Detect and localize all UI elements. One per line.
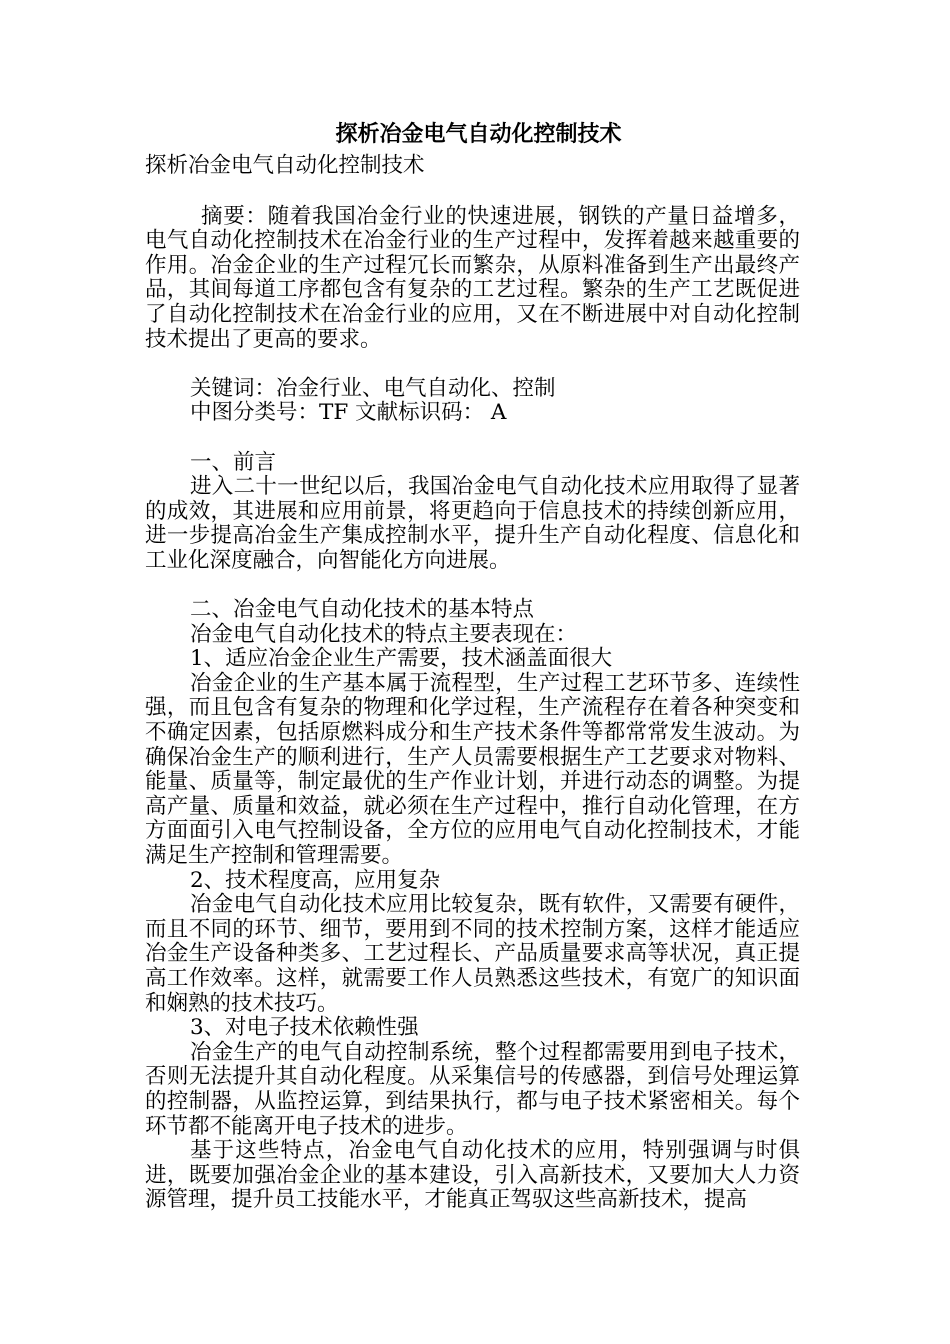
spacer: [145, 352, 800, 377]
point-heading: 3、对电子技术依赖性强: [190, 1015, 419, 1041]
keywords-line: 关键词：冶金行业、电气自动化、控制: [190, 375, 556, 401]
section-intro: 冶金电气自动化技术的特点主要表现在：: [190, 621, 578, 647]
closing-paragraph: 基于这些特点，冶金电气自动化技术的应用，特别强调与时俱进，既要加强冶金企业的基本建设，引入高新技术，又要加大人力资源管理，提升员工技能水平，才能真正驾驭这些高新技术，提高: [145, 1138, 800, 1213]
section-body: 进入二十一世纪以后，我国冶金电气自动化技术应用取得了显著的成效，其进展和应用前景，将更趋向于信息技术的持续创新应用，进一步提高冶金生产集成控制水平，提升生产自动化程度、信息化和工业化深度融合，向智能化方向进展。: [145, 474, 800, 573]
section-heading: 二、冶金电气自动化技术的基本特点: [190, 597, 535, 623]
document-title: 探析冶金电气自动化控制技术: [335, 122, 622, 147]
point-body: 冶金企业的生产基本属于流程型，生产过程工艺环节多、连续性强，而且包含有复杂的物理和化学过程，生产流程存在着各种突变和不确定因素，包括原燃料成分和生产技术条件等都常常发生波动。为确保冶金生产的顺利进行，生产人员需要根据生产工艺要求对物料、能量、质量等，制定最优的生产作业计划，并进行动态的调整。为提高产量、质量和效益，就必须在生产过程中，推行自动化管理，在方方面面引入电气控制设备，全方位的应用电气自动化控制技术，才能满足生产控制和管理需要。: [145, 670, 800, 869]
spacer: [145, 426, 800, 451]
classification-line: 中图分类号：TF 文献标识码： A: [190, 400, 507, 426]
abstract-paragraph: 摘要：随着我国冶金行业的快速进展，钢铁的产量日益增多，电气自动化控制技术在冶金行业的生产过程中，发挥着越来越重要的作用。冶金企业的生产过程冗长而繁杂，从原料准备到生产出最终产品，其间每道工序都包含有复杂的工艺过程。繁杂的生产工艺既促进了自动化控制技术在冶金行业的应用，又在不断进展中对自动化控制技术提出了更高的要求。: [145, 203, 800, 352]
point-heading: 2、技术程度高，应用复杂: [190, 867, 441, 893]
document-page: [145, 118, 800, 1213]
point-body: 冶金电气自动化技术应用比较复杂，既有软件，又需要有硬件，而且不同的环节、细节，要用到不同的技术控制方案，这样才能适应冶金生产设备种类多、工艺过程长、产品质量要求高等状况，真正提高工作效率。这样，就需要工作人员熟悉这些技术，有宽广的知识面和娴熟的技术技巧。: [145, 892, 800, 1016]
spacer: [145, 574, 800, 599]
section-heading: 一、前言: [190, 449, 277, 475]
document-subtitle: 探析冶金电气自动化控制技术: [145, 153, 425, 178]
point-body: 冶金生产的电气自动控制系统，整个过程都需要用到电子技术，否则无法提升其自动化程度。从采集信号的传感器，到信号处理运算的控制器，从监控运算，到结果执行，都与电子技术紧密相关。每个环节都不能离开电子技术的进步。: [145, 1039, 800, 1139]
point-heading: 1、适应冶金企业生产需要，技术涵盖面很大: [190, 646, 613, 672]
spacer: [145, 180, 800, 205]
